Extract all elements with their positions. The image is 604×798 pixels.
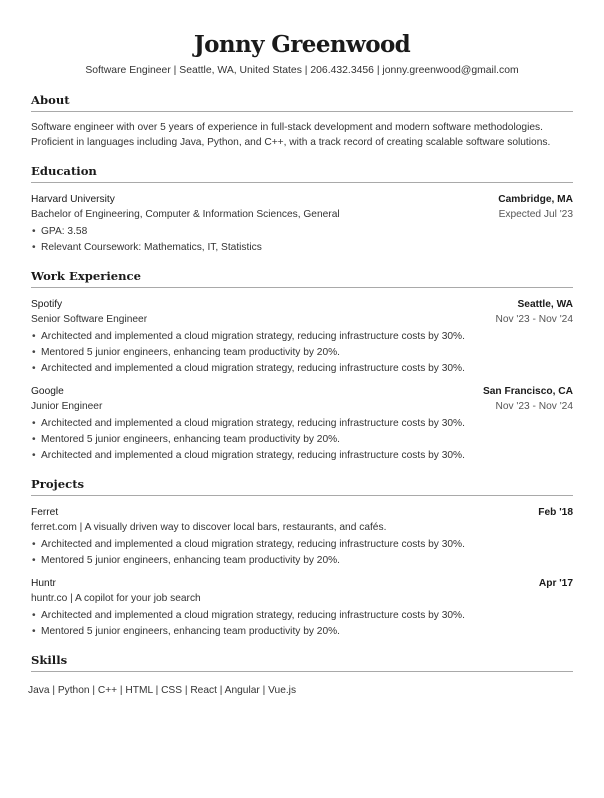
project-bullets: [31, 537, 573, 569]
school-name: Harvard University: [31, 194, 115, 205]
skills-heading: Skills: [31, 653, 573, 672]
bullet-item: • Architected and implemented a cloud migration strategy, reducing infrastructure costs by 30%.: [31, 361, 573, 377]
work-entry-subheader: [31, 400, 573, 415]
projects-section: [31, 477, 573, 640]
work-entry: [31, 385, 573, 464]
education-entry-header: [31, 193, 573, 208]
work-entry-header: [31, 385, 573, 400]
project-date: Apr '17: [538, 578, 573, 589]
candidate-name: Jonny Greenwood: [193, 31, 411, 58]
education-bullets: [31, 224, 573, 256]
project-entry: [31, 577, 573, 640]
company-name: Google: [31, 386, 64, 397]
project-name: Ferret: [31, 507, 59, 518]
bullet-item: • Mentored 5 junior engineers, enhancing team productivity by 20%.: [31, 432, 573, 448]
bullet-item: • Mentored 5 junior engineers, enhancing team productivity by 20%.: [31, 345, 573, 361]
bullet-item: • Relevant Coursework: Mathematics, IT, Statistics: [31, 240, 573, 256]
work-heading: Work Experience: [31, 269, 573, 288]
education-heading: Education: [31, 164, 573, 183]
project-entry: [31, 506, 573, 569]
education-date: Expected Jul '23: [498, 208, 573, 220]
project-name: Huntr: [31, 578, 56, 589]
job-title: Senior Software Engineer: [31, 313, 148, 325]
work-bullets: [31, 329, 573, 377]
education-section: [31, 164, 573, 256]
work-entry-subheader: [31, 313, 573, 328]
company-location: Seattle, WA: [517, 299, 573, 310]
work-entry-header: [31, 298, 573, 313]
about-text: Software engineer with over 5 years of experience in full-stack development and modern software methodologies. Proficient in languages including Java, Python, and C++, with a track record of creating scalable software solutions.: [31, 122, 551, 148]
work-section: [31, 269, 573, 464]
skills-list: Java | Python | C++ | HTML | CSS | React | Angular | Vue.js: [28, 685, 297, 696]
job-dates: Nov '23 - Nov '24: [495, 313, 573, 325]
about-section: [31, 93, 573, 150]
about-heading: About: [31, 93, 573, 112]
company-location: San Francisco, CA: [482, 386, 573, 397]
job-title: Junior Engineer: [31, 400, 103, 412]
school-location: Cambridge, MA: [498, 194, 573, 205]
projects-heading: Projects: [31, 477, 573, 496]
education-entry-subheader: [31, 208, 573, 223]
project-entry-subheader: [31, 592, 573, 607]
bullet-item: • Architected and implemented a cloud migration strategy, reducing infrastructure costs by 30%.: [31, 329, 573, 345]
bullet-item: • GPA: 3.58: [31, 224, 573, 240]
company-name: Spotify: [31, 299, 63, 310]
project-entry-header: [31, 506, 573, 521]
bullet-item: • Architected and implemented a cloud migration strategy, reducing infrastructure costs by 30%.: [31, 416, 573, 432]
job-dates: Nov '23 - Nov '24: [495, 400, 573, 412]
education-entry: [31, 193, 573, 256]
bullet-item: • Architected and implemented a cloud migration strategy, reducing infrastructure costs by 30%.: [31, 608, 573, 624]
project-entry-header: [31, 577, 573, 592]
skills-section: [28, 653, 573, 698]
bullet-item: • Mentored 5 junior engineers, enhancing team productivity by 20%.: [31, 624, 573, 640]
degree-name: Bachelor of Engineering, Computer & Information Sciences, General: [31, 208, 340, 220]
project-description: huntr.co | A copilot for your job search: [31, 592, 201, 604]
project-description: ferret.com | A visually driven way to discover local bars, restaurants, and cafés.: [31, 521, 387, 533]
bullet-item: • Architected and implemented a cloud migration strategy, reducing infrastructure costs by 30%.: [31, 537, 573, 553]
project-date: Feb '18: [538, 507, 573, 518]
work-entry: [31, 298, 573, 377]
work-bullets: [31, 416, 573, 464]
project-entry-subheader: [31, 521, 573, 536]
bullet-item: • Architected and implemented a cloud migration strategy, reducing infrastructure costs by 30%.: [31, 448, 573, 464]
bullet-item: • Mentored 5 junior engineers, enhancing team productivity by 20%.: [31, 553, 573, 569]
project-bullets: [31, 608, 573, 640]
contact-line: Software Engineer | Seattle, WA, United States | 206.432.3456 | jonny.greenwood@gmail.com: [85, 65, 519, 76]
